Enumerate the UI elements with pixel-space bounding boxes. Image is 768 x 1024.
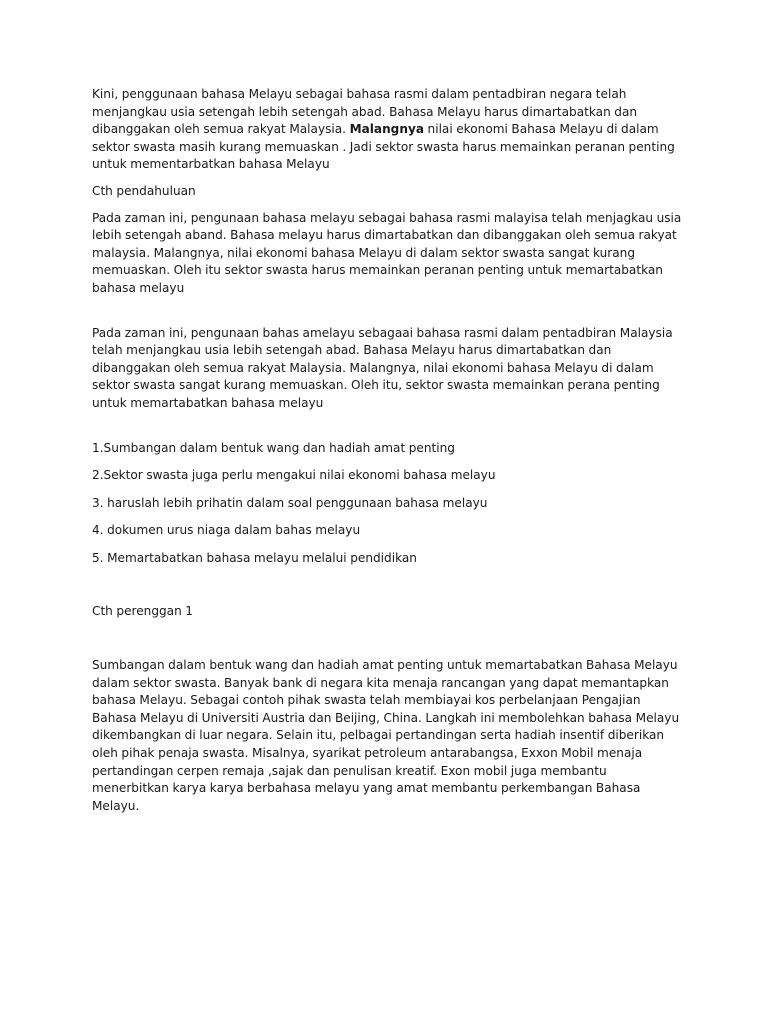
heading-pendahuluan: Cth pendahuluan: [92, 183, 196, 198]
intro-text-end: nilai ekonomi Bahasa Melayu di dalam sektor swasta masih kurang memuaskan . Jadi sektor swasta harus memainkan peranan penting untuk mementarbatkan bahasa Melayu: [92, 122, 675, 172]
intro-text-start: Kini, penggunaan bahasa Melayu sebagai bahasa rasmi dalam pentadbiran negara telah menjangkau usia setengah lebih setengah abad. Bahasa Melayu harus dimartabatkan dan dibanggakan oleh semua rakyat Malaysia.: [92, 87, 638, 137]
document-body: [92, 86, 682, 815]
intro-bold-word: Malangnya: [349, 122, 424, 137]
list-item: 5. Memartabatkan bahasa melayu melalui pendidikan: [92, 550, 417, 565]
paragraph-pendahuluan-1: Pada zaman ini, pengunaan bahasa melayu sebagai bahasa rasmi malayisa telah menjagkau usia lebih setengah aband. Bahasa melayu harus dimartabatkan dan dibanggakan oleh semua rakyat malaysia. Malangnya, nilai ekonomi bahasa Melayu di dalam sektor swasta sangat kurang memuaskan. Oleh itu sektor swasta harus memainkan peranan penting untuk memartabatkan bahasa melayu: [92, 210, 682, 295]
paragraph-pendahuluan-2: Pada zaman ini, pengunaan bahas amelayu sebagaai bahasa rasmi dalam pentadbiran Malaysia telah menjangkau usia lebih setengah abad. Bahasa Melayu harus dimartabatkan dan dibanggakan oleh semua rakyat Malaysia. Malangnya, nilai ekonomi bahasa Melayu di dalam sektor swasta sangat kurang memuaskan. Oleh itu, sektor swasta memainkan perana penting untuk memartabatkan bahasa melayu: [92, 325, 673, 410]
list-item: 3. haruslah lebih prihatin dalam soal penggunaan bahasa melayu: [92, 495, 488, 510]
list-item: 4. dokumen urus niaga dalam bahas melayu: [92, 523, 361, 538]
list-item: 2.Sektor swasta juga perlu mengakui nilai ekonomi bahasa melayu: [92, 468, 496, 483]
paragraph-perenggan-1: Sumbangan dalam bentuk wang dan hadiah amat penting untuk memartabatkan Bahasa Melayu dalam sektor swasta. Banyak bank di negara kita menaja rancangan yang dapat memantapkan bahasa Melayu. Sebagai contoh pihak swasta telah membiayai kos perbelanjaan Pengajian Bahasa Melayu di Universiti Austria dan Beijing, China. Langkah ini membolehkan bahasa Melayu dikembangkan di luar negara. Selain itu, pelbagai pertandingan serta hadiah insentif diberikan oleh pihak penaja swasta. Misalnya, syarikat petroleum antarabangsa, Exxon Mobil menaja pertandingan cerpen remaja ,sajak dan penulisan kreatif. Exon mobil juga membantu menerbitkan karya karya berbahasa melayu yang amat membantu perkembangan Bahasa Melayu.: [92, 658, 680, 813]
heading-perenggan: Cth perenggan 1: [92, 604, 193, 619]
intro-paragraph: [92, 86, 682, 174]
list-item: 1.Sumbangan dalam bentuk wang dan hadiah amat penting: [92, 440, 455, 455]
